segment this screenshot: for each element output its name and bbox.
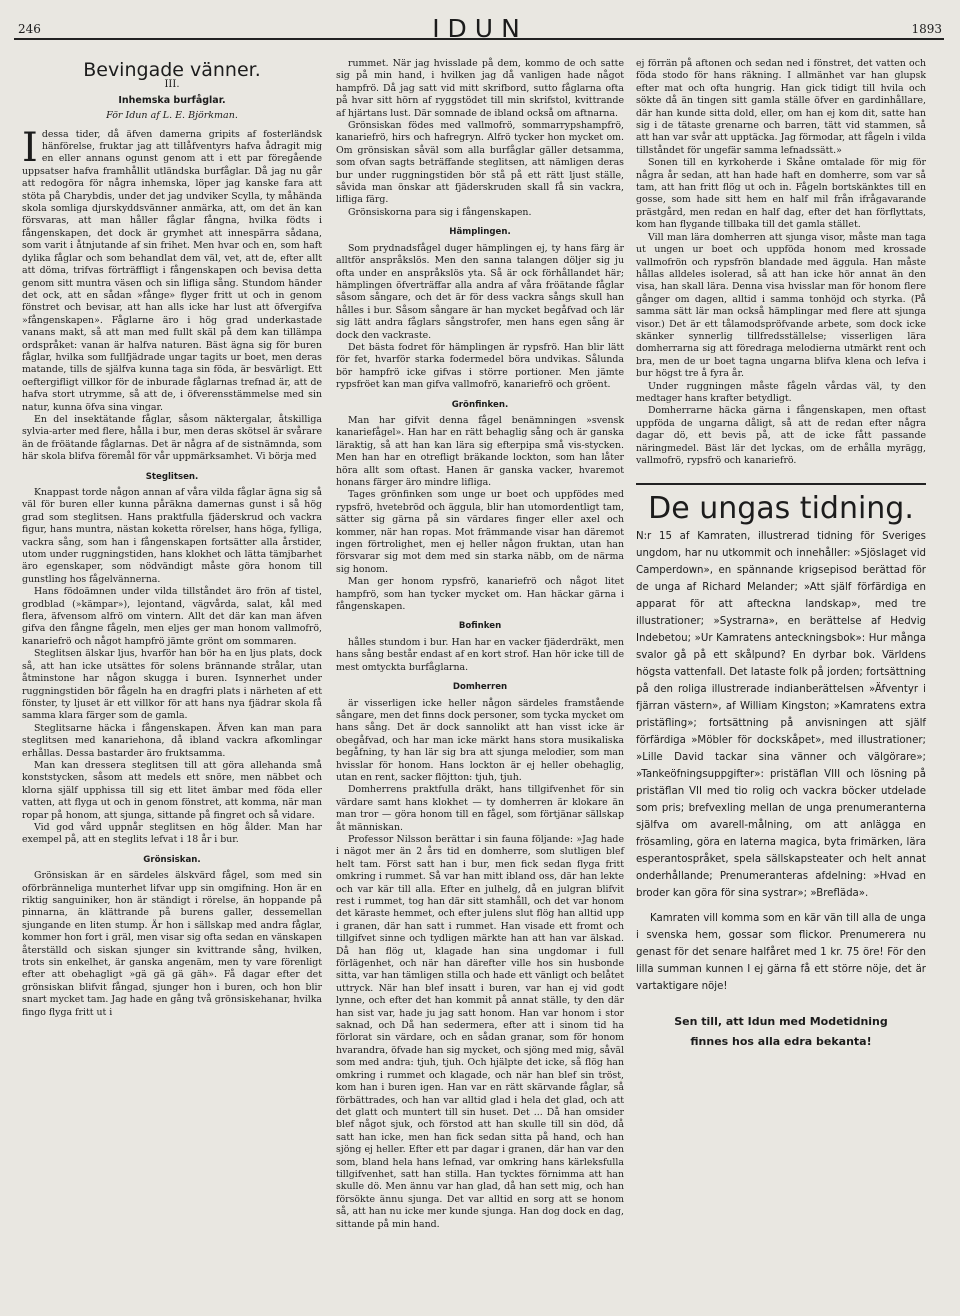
paragraph: Man kan dressera steglitsen till att göra allehanda små konststycken, såsom att medels ett snöre, men näbbet och klorna själf upphissa till sig ett litet ämbar med föda eller vatten, att flyga ut och in genom fönstret, att komma, när man ropar på honom, att sjunga, sittande på fingret och så vidare. xyxy=(22,759,322,821)
article-part: III. xyxy=(164,79,180,91)
section-heading: Bofinken xyxy=(458,621,502,632)
paragraph: hålles stundom i bur. Han har en vacker fjäderdräkt, men hans sång består endast af en kort strof. Han hör icke till de mest omtyckta burfåglarna. xyxy=(336,636,624,673)
section-heading: Hämplingen. xyxy=(449,227,511,238)
article-byline: För Idun af L. E. Björkman. xyxy=(106,110,238,122)
column-3 xyxy=(636,58,926,1051)
ad-sign-1: Sen till, att Idun med Modetidning xyxy=(674,1014,888,1028)
article-subtitle: Inhemska burfåglar. xyxy=(118,94,226,106)
ad-body: N:r 15 af Kamraten, illustrerad tidning för Sveriges ungdom, har nu utkommit och innehåller: »Sjöslaget vid Camperdown», en spännande krigsepisod berättad för de unga af Richard Melander; »Att själf förfärdiga en apparat för att afteckna landskap», med tre illustrationer; »Systrarna», en berättelse af Hedvig Indebetou; »Ur Kamratens anteckningsbok»: Hur många svalor gå på ett skålpund? En dyrbar bok. Världens högsta vattenfall. Det lataste folk på jorden; fortsättning på den roliga illustrerade indianberättelsen »Äfventyr i fjärran västern», af William Kingston; »Kamratens extra pristäfling»; fortsättning på anvisningen att själf förfärdiga »Möbler för dockskåpet», med illustrationer; »Lille David tackar sina vänner och välgörare»; »Tankeöfningsuppgifter»: pristäflan VIII och lösning på pristäflan VII med tio rolig och vackra böcker utdelade som pris; brefvexling mellan de unga prenumeranterna själfva om avarell-målning, om att anlägga en frösamling, göra en laterna magica, byta frimärken, lära esperantospråket, spela sällskapsteater och helt annat onderhållande; Prenumeranteras afdelning: »Hvad en broder kan göra för sina systrar»; »Brefläda». xyxy=(636,530,926,899)
paragraph: Under ruggningen måste fågeln vårdas väl, ty den medtager hans krafter betydligt. xyxy=(636,380,926,404)
paragraph: rummet. När jag hvisslade på dem, kommo de och satte sig på min hand, i hvilken jag då vanligen hade något hampfrö. Då jag satt vid mitt skrifbord, sutto fåglarna ofta på hvar sitt hörn af ryggstödet till min skrifstol, kvittrande af hjärtans lust. Där somnade de ibland också om aftnarna. xyxy=(336,58,624,119)
drop-cap: I xyxy=(22,124,38,171)
paragraph: Grönsiskorna para sig i fångenskapen. xyxy=(348,206,532,218)
paragraph: Hans födoämnen under vilda tillståndet äro frön af tistel, grodblad (»kämpar»), lejontand, vägvårda, salat, kål med flera, äfvensom alfrö om vintern. Allt det där kan man äfven gifva den fångne fågeln, men eljes ger man honom vallmofrö, kanariefrö och något hampfrö jämte grönt om sommaren. xyxy=(22,586,322,647)
paragraph-text: dessa tider, då äfven damerna gripits af fosterländsk hänförelse, fruktar jag att tillåfventyrs hafva ådragit mig en eller annans ogunst genom att i ett par föregående uppsatser hafva framhållit utländska burfåglar. Då jag nu går att redogöra för några inhemska, löper jag kanske fara att stöta på Charybdis, under det jag undviker Scylla, ty måhända skola somliga djurskyddsvänner anmärka, att, om det än kan försvaras, att man håller fåglar fångna, hvilka födts i fångenskapen, det dock är grymhet att innespärra sådana, som varit i åtnjutande af sin frihet. Men hvar och en, som haft dylika fåglar och som behandlat dem väl, vet, att de, efter allt att döma, trifvas förträffligt i fångenskapen och bevisa detta genom sitt muntra väsen och sin lifliga sång. Stundom händer det ock, att en sådan »fånge» flyger fritt ut och in genom fönstret och bevisar, att han alls icke har lust att öfvergifva »fångenskapen». Fåglarne äro i hög grad underkastade vanans makt, så att man med fullt skäl på dem kan tillämpa ordspråket: vanan är halfva naturen. Bäst ägna sig för buren fåglar, hvilka som fullfjädrade ungar tagits ur boet, men deras matande, tills de själfva kunna taga sin föda, är besvärligt. Ett oeftergifligt villkor för de inburade fåglarnas trefnad är, att de hafva stort utrymme, så att de, i öfverensstämmelse med sin natur, kunna öfva sina vingar. xyxy=(22,128,322,413)
header-rule xyxy=(14,38,944,40)
paragraph: Knappast torde någon annan af våra vilda fåglar ägna sig så väl för buren eller kunna påräkna damernas gunst i så hög grad som steglitsen. Hans praktfulla fjäderskrud och vackra figur, hans muntra, nästan koketta rörelser, hans höga, fylliga, vackra sång, som han i fångenskapen fortsätter alla årstider, utom under ruggningstiden, hans klokhet och lätta tämjbarhet äro egenskaper, som nödvändigt måste göra honom till gunstling hos fågelvännerna. xyxy=(22,487,322,585)
paragraph: En del insektätande fåglar, såsom näktergalar, åtskilliga sylvia-arter med flere, hålla i bur, men deras skötsel är svårare än de fröätande fåglarnas. Det är några af de sistnämnda, som här skola blifva föremål för vår uppmärksamhet. Vi börja med xyxy=(22,413,322,463)
paragraph: Tages grönfinken som unge ur boet och uppfödes med rypsfrö, hvetebröd och äggula, blir han utomordentligt tam, sätter sig gärna på sin värdares finger eller axel och kommer, när han ropas. Mot främmande visar han däremot ingen förtrolighet, men ej heller någon fruktan, utan han försvarar sig mot dem med sin starka näbb, om de närma sig honom. xyxy=(336,489,624,575)
page-number-right: 1893 xyxy=(911,22,942,36)
masthead: IDUN xyxy=(432,14,528,43)
ad-title: De ungas tidning. xyxy=(648,491,914,527)
page-header xyxy=(0,14,960,48)
article-title: Bevingade vänner. xyxy=(83,59,261,81)
paragraph: Domherrarne häcka gärna i fångenskapen, men oftast uppföda de ungarna dåligt, så att de redan efter några dagar dö, ett bevis på, att de icke fått passande näringmedel. Bäst lär det lyckas, om de erhålla myrägg, vallmofrö, rypsfrö och kanariefrö. xyxy=(636,405,926,466)
paragraph: är visserligen icke heller någon särdeles framstående sångare, men det finns dock personer, som tycka mycket om hans sång. Det är dock sannolikt att han visst icke är obegåfvad, och har man icke märkt hans stora musikaliska begåfning, ty han lär sig bra att sjunga melodier, som man hvisslar för honom. Hans lockton är ej heller obehaglig, utan en rent, sacker flöjtton: tjuh, tjuh. xyxy=(336,697,624,783)
section-heading: Domherren xyxy=(452,682,508,693)
ad-sign-2: finnes hos alla edra bekanta! xyxy=(690,1034,872,1048)
page-number-left: 246 xyxy=(18,22,41,36)
column-1-body xyxy=(22,124,322,1019)
paragraph: Det bästa fodret för hämplingen är rypsfrö. Han blir lätt för fet, hvarför starka fodermedel böra undvikas. Sålunda bör hampfrö icke gifvas i större portioner. Men jämte rypsfröet kan man gifva vallmofrö, kanariefrö och gröent. xyxy=(336,341,624,391)
paragraph: Steglitsen älskar ljus, hvarför han bör ha en ljus plats, dock så, att han icke utsättes för solens brännande strålar, utan åtminstone har någon skugga i buren. Isynnerhet under ruggningstiden bör fågeln ha en dragfri plats i närheten af ett fönster, ty ljuset är ett villkor för att hans nya fjädrar skola få samma klara färger som de gamla. xyxy=(22,648,322,722)
paragraph: Vid god vård uppnår steglitsen en hög ålder. Man har exempel på, att en steglits lefvat i 18 år i bur. xyxy=(22,821,322,846)
paragraph: Grönsiskan är en särdeles älskvärd fågel, som med sin oförbränneliga munterhet lifvar upp sin omgifning. Hon är en riktig sanguiniker, hon är ständigt i rörelse, än hoppande på pinnarna, än klättrande på burens galler, dessemellan sjungande en liten stump. Är hon i sällskap med andra fåglar, kommer hon fort i gräl, men visar sig ofta sedan en vänskapen återställd och siskan sjunger sin kvittrande sång, hvilken, trots sin enkelhet, är ganska angenäm, men ty vare förenligt efter att obehagligt »gä gä gä gäh». Få dagar efter det grönsiskan blifvit fångad, sjunger hon i buren, och hon blir snart mycket tam. Jag hade en gång två grönsiskehanar, hvilka fingo flyga fritt ut i xyxy=(22,870,322,1018)
paragraph: Som prydnadsfågel duger hämplingen ej, ty hans färg är alltför anspråkslös. Men den sanna talangen döljer sig ju ofta under en anspråkslös yta. Så är ock förhållandet här; hämplingen öfverträffar alla andra af våra fröätande fåglar såsom sångare, och det är för dess vackra sångs skull han hålles i bur. Såsom sångare är han mycket begåfvad och lär sig lätt andra fåglars sångstrofer, men hans egen sång är dock den vackraste. xyxy=(336,242,624,341)
column-1 xyxy=(22,58,322,1019)
column-2 xyxy=(336,58,624,1231)
paragraph: Domherrens praktfulla dräkt, hans tillgifvenhet för sin värdare samt hans klokhet — ty domherren är klokare än man tror — göra honom till en fågel, som förtjänar sällskap åt människan. xyxy=(336,784,624,833)
paragraph: Professor Nilsson berättar i sin fauna följande: »Jag hade i nägot mer än 2 års tid en domherre, som slutligen blef helt tam. Först satt han i bur, men fick sedan flyga fritt omkring i rummet. Så var han mitt ibland oss, där han lekte och var kär till alla. Efter en julhelg, då en julgran blifvit rest i rummet, tog han där sitt stamhåll, och det var honom det käraste hemmet, och efter julens slut flög han alltid upp i granen, där han satt i rummet. Han visade ett fromt och tillgifvet sinne och tydligen märkte han att han var älskad. Då han flög ut, klagade han sina ungdomar i full förlägenhet, och när han därefter ville hos sin husbonde sitta, var han tämligen stilla och hade ett vänligt och belåtet uttryck. När han blef insatt i buren, var han ej vid godt lynne, och efter det han kommit på annat ställe, ty den där han sist var, hade ju jag satt honom. Han var honom i stor saknad, och Då han sedermera, efter att i sinom tid ha förlorat sin värdare, och en sådan granar, som för honom hvarandra, öfvade han sig mycket, och sjöng med mig, såväl som med andra: tjuh, tjuh. Och hjälpte det icke, så flög han omkring i rummet och klagade, och när han blef sin tröst, kom han i buren igen. Han var en rätt skärvande fåglar, så förbättrades, och han var alltid glad i hela det glad, och att det glatt och muntert till sin huset. Det ... Då han omsider blef något sjuk, och förstod att han skulle till sin död, då satt han icke, men han fick sedan sitta på hand, och han sjöng ej heller. Efter ett par dagar i granen, där han var den som, bland hela hans lefnad, var omkring hans kärleksfulla tillgifvenhet, satt han stilla. Han tycktes förnimma att han skulle dö. Men ännu var han glad, då han sett mig, och han försökte ännu sjunga. Det var alltid en sorg att se honom så, att han nu icke mer kunde sjunga. Han dog dock en dag, sittande på min hand. xyxy=(336,833,624,1230)
section-heading: Steglitsen. xyxy=(145,471,199,482)
column-3-body xyxy=(636,58,926,467)
paragraph: Sonen till en kyrkoherde i Skåne omtalade för mig för några år sedan, att han hade haft en domherre, som var så tam, att han fritt flög ut och in. Fågeln bortskänktes till en gosse, som hade sitt hem en half mil från ifrågavarande prästgård, men redan en half dag, efter det han förflyttats, kom han flygande tillbaka till det gamla stället. xyxy=(636,157,926,231)
paragraph xyxy=(22,124,322,414)
paragraph: ej förrän på aftonen och sedan ned i fönstret, det vatten och föda stodo för hans räkning. I allmänhet var han glupsk efter mat och ofta hungrig. Han gick tidigt till hvila och sökte då än tingen sitt gamla ställe öfver en gardinhållare, där han kunde sitta dold, eller, om han ej kom dit, satte han sig i de tätaste grenarne och barren, tätt vid stammen, så att han var svår att upptäcka. Jag förmodar, att fågeln i vilda tillståndet för ungefär samma lefnadssätt.» xyxy=(636,58,926,156)
advertisement xyxy=(636,483,926,1050)
paragraph: Man ger honom rypsfrö, kanariefrö och något litet hampfrö, som han tycker mycket om. Han häckar gärna i fångenskapen. xyxy=(336,576,624,613)
paragraph: Man har gifvit denna fågel benämningen »svensk kanariefågel». Han har en rätt behaglig sång och är ganska läraktig, så att han kan lära sig efterpipa små vis-stycken. Men han har en otrefligt bräkande lockton, som han låter höra allt som oftast. Hanen är ganska vacker, hvaremot honans färger äro mindre lifliga. xyxy=(336,414,624,488)
paragraph: Grönsiskan födes med vallmofrö, sommarrypshampfrö, kanariefrö, hirs och hafregryn. Alfrö tycker hon mycket om. Om grönsiskan såväl som alla burfåglar gäller detsamma, som ofvan sagts beträffande steglitsen, att nämligen deras bur under ruggningstiden bör stå på ett rätt ljust ställe, såvida man önskar att fjäderskruden skall få sin vackra, lifliga färg. xyxy=(336,120,624,206)
paragraph: Steglitsarne häcka i fångenskapen. Äfven kan man para steglitsen med kanariehona, då ibland vackra afkomlingar erhållas. Dessa bastarder äro fruktsamma. xyxy=(22,722,322,759)
section-heading: Grönsiskan. xyxy=(143,854,201,865)
ad-body-2: Kamraten vill komma som en kär vän till alla de unga i svenska hem, gossar som flickor. Prenumerera nu genast för det senare halfåret med 1 kr. 75 öre! För den lilla summan kunnen I ej gärna få ett större nöje, det är vartaktigare nöje! xyxy=(636,912,926,992)
paragraph: Vill man lära domherren att sjunga visor, måste man taga ut ungen ur boet och uppföda honom med krossade vallmofrön och rypsfrön blandade med äggula. Han måste hållas alldeles isolerad, så att han icke hör annat än den visa, han skall lära. Denna visa hvisslar man för honom flere gånger om dagen, alltid i samma tonhöjd och styrka. (På samma sätt lär man också hämplingar med flere att sjunga visor.) Det är ett tålamodspröfvande arbete, som dock icke skänker synnerlig tillfredsställelse; visserligen lära domherrarna sig att föredraga melodierna utmärkt rent och bra, men de ur boet tagna ungarna blifva klena och lefva i bur högst tre å fyra år. xyxy=(636,231,926,380)
section-heading: Grönfinken. xyxy=(451,399,509,410)
